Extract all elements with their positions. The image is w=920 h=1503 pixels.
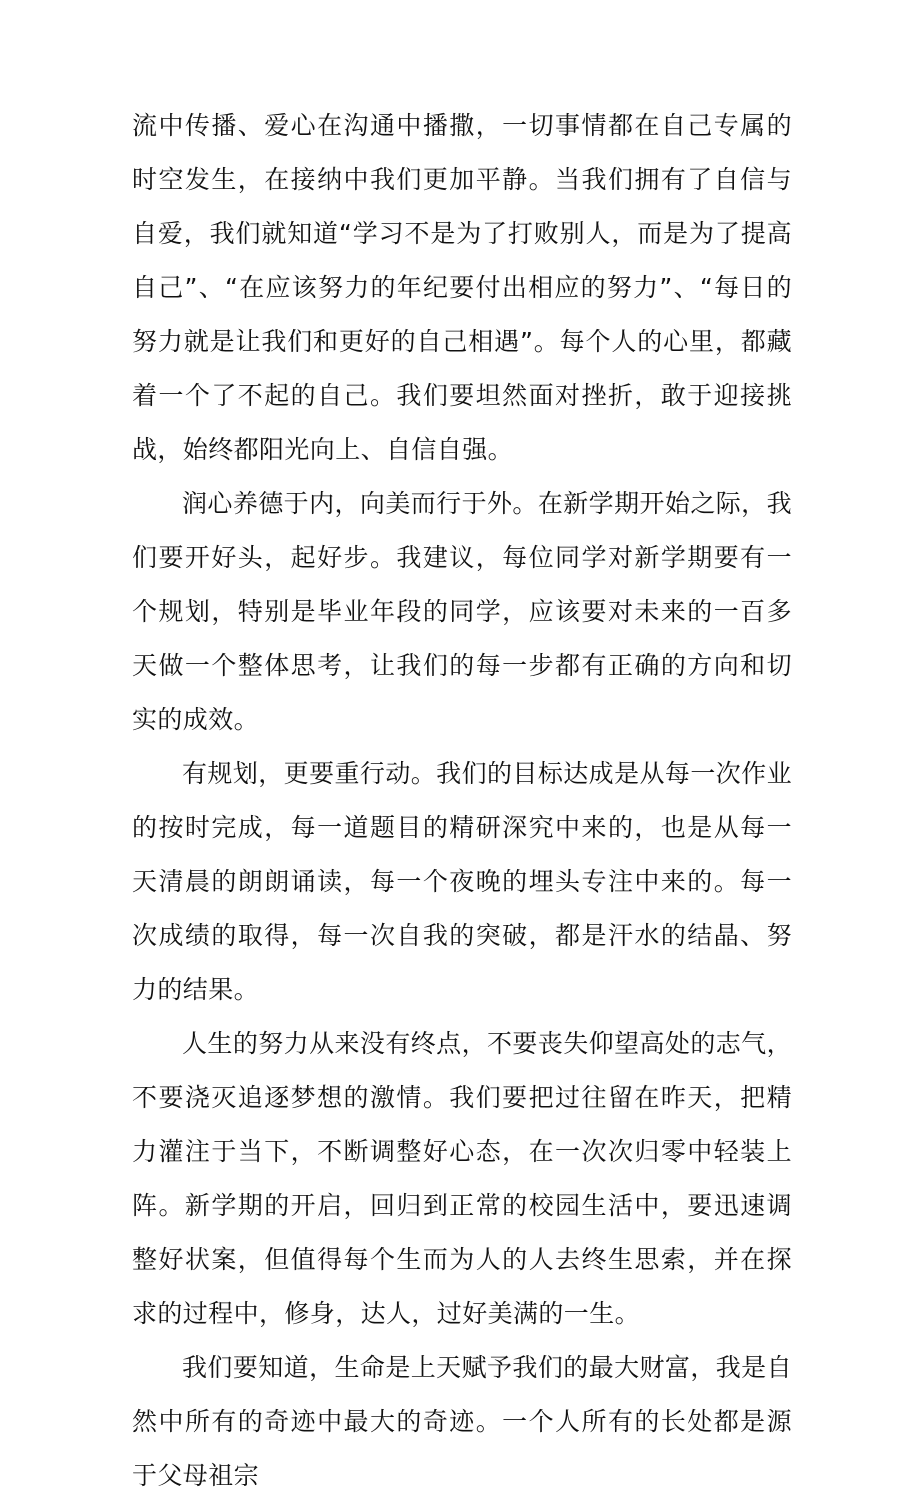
paragraph-action: 有规划，更要重行动。我们的目标达成是从每一次作业的按时完成，每一道题目的精研深究中来的，也是从每一天清晨的朗朗诵读，每一个夜晚的埋头专注中来的。每一次成绩的取得，每一次自我的突破，都是汗水的结晶、努力的结果。 — [132, 759, 792, 1004]
paragraph-planning: 润心养德于内，向美而行于外。在新学期开始之际，我们要开好头，起好步。我建议，每位同学对新学期要有一个规划，特别是毕业年段的同学，应该要对未来的一百多天做一个整体思考，让我们的每一步都有正确的方向和切实的成效。 — [132, 489, 792, 734]
document-body — [132, 99, 792, 1503]
paragraph-continued: 流中传播、爱心在沟通中播撒，一切事情都在自己专属的时空发生，在接纳中我们更加平静。当我们拥有了自信与自爱，我们就知道“学习不是为了打败别人，而是为了提高自己”、“在应该努力的年纪要付出相应的努力”、“每日的努力就是让我们和更好的自己相遇”。每个人的心里，都藏着一个了不起的自己。我们要坦然面对挫折，敢于迎接挑战，始终都阳光向上、自信自强。 — [132, 111, 792, 464]
paragraph-life: 我们要知道，生命是上天赋予我们的最大财富，我是自然中所有的奇迹中最大的奇迹。一个人所有的长处都是源于父母祖宗 — [132, 1353, 792, 1490]
paragraph-effort: 人生的努力从来没有终点，不要丧失仰望高处的志气，不要浇灭追逐梦想的激情。我们要把过往留在昨天，把精力灌注于当下，不断调整好心态，在一次次归零中轻装上阵。新学期的开启，回归到正常的校园生活中，要迅速调整好状案，但值得每个生而为人的人去终生思索，并在探求的过程中，修身，达人，过好美满的一生。 — [132, 1029, 792, 1328]
